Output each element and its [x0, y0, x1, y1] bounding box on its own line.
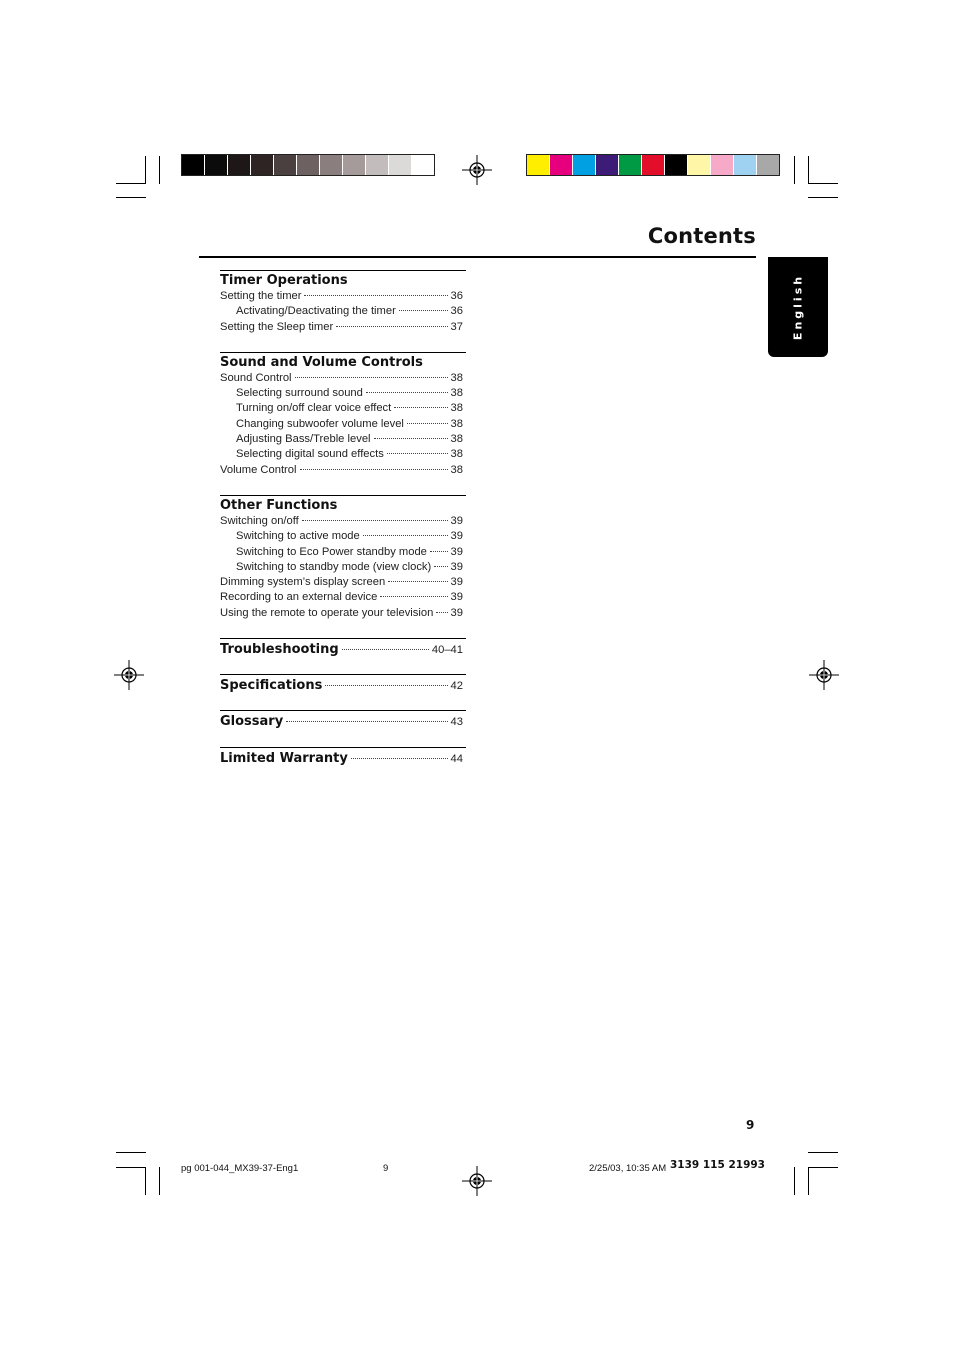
- leader-dots: [436, 612, 447, 613]
- leader-dots: [302, 520, 448, 521]
- leader-dots: [336, 326, 447, 327]
- table-of-contents: [220, 270, 466, 771]
- toc-entry-page: 39: [450, 530, 463, 543]
- leader-dots: [399, 310, 448, 311]
- toc-main-page: 42: [450, 680, 463, 693]
- leader-dots: [351, 758, 448, 759]
- color-swatch: [711, 155, 733, 175]
- registration-mark-icon: [114, 660, 144, 690]
- toc-entries: [220, 289, 466, 335]
- toc-entry[interactable]: [220, 289, 466, 304]
- leader-dots: [325, 685, 447, 686]
- leader-dots: [388, 581, 447, 582]
- toc-entry-label: Switching to standby mode (view clock): [236, 560, 432, 573]
- color-swatch: [205, 155, 227, 175]
- leader-dots: [430, 551, 448, 552]
- color-swatch: [573, 155, 595, 175]
- toc-entry-page: 39: [450, 545, 463, 558]
- toc-entry[interactable]: [220, 590, 466, 605]
- toc-entry-label: Switching on/off: [220, 514, 299, 527]
- color-swatch: [366, 155, 388, 175]
- toc-entry-label: Sound Control: [220, 371, 292, 384]
- color-swatch: [228, 155, 250, 175]
- page-number: 9: [746, 1118, 755, 1132]
- toc-entry[interactable]: [220, 386, 466, 401]
- toc-main-page: 40–41: [431, 644, 463, 657]
- leader-dots: [363, 535, 448, 536]
- footer-page: 9: [383, 1163, 389, 1174]
- toc-section-sound: [220, 352, 466, 478]
- leader-dots: [380, 596, 447, 597]
- toc-entry-page: 38: [450, 463, 463, 476]
- toc-entry-page: 38: [450, 371, 463, 384]
- toc-entry[interactable]: [220, 514, 466, 529]
- toc-entry-page: 38: [450, 402, 463, 415]
- toc-section-title: Timer Operations: [220, 273, 348, 288]
- leader-dots: [295, 377, 448, 378]
- leader-dots: [342, 649, 429, 650]
- grayscale-bar: [181, 154, 435, 176]
- header-rule: [199, 256, 756, 258]
- toc-entry-page: 36: [450, 305, 463, 318]
- language-tab-label: English: [791, 273, 805, 341]
- toc-main-label: Specifications: [220, 678, 323, 694]
- color-swatch: [251, 155, 273, 175]
- leader-dots: [374, 438, 448, 439]
- color-swatch: [619, 155, 641, 175]
- footer-code: 3139 115 21993: [670, 1159, 765, 1171]
- color-swatch: [734, 155, 756, 175]
- color-bar: [526, 154, 780, 176]
- toc-entry-label: Activating/Deactivating the timer: [236, 305, 396, 318]
- toc-entry-label: Switching to Eco Power standby mode: [236, 545, 427, 558]
- color-swatch: [688, 155, 710, 175]
- leader-dots: [300, 469, 448, 470]
- toc-entry-page: 38: [450, 448, 463, 461]
- color-swatch: [596, 155, 618, 175]
- toc-entry[interactable]: [220, 447, 466, 462]
- toc-main-label: Limited Warranty: [220, 751, 348, 767]
- leader-dots: [407, 423, 448, 424]
- toc-entry-label: Volume Control: [220, 463, 297, 476]
- toc-entry-label: Turning on/off clear voice effect: [236, 402, 392, 415]
- toc-section-title: Sound and Volume Controls: [220, 354, 423, 370]
- color-swatch: [297, 155, 319, 175]
- toc-entry-page: 39: [450, 560, 463, 573]
- toc-entry[interactable]: [220, 529, 466, 544]
- toc-entry-label: Setting the timer: [220, 290, 302, 302]
- language-tab: [768, 257, 828, 357]
- toc-entry-page: 39: [450, 591, 463, 604]
- toc-main-page: 44: [450, 753, 463, 766]
- leader-dots: [304, 295, 447, 296]
- color-swatch: [665, 155, 687, 175]
- toc-entry[interactable]: [220, 560, 466, 575]
- footer-date: 2/25/03, 10:35 AM: [589, 1163, 667, 1174]
- toc-entry-page: 39: [450, 606, 463, 619]
- toc-entries: [220, 371, 466, 478]
- toc-entry[interactable]: [220, 304, 466, 319]
- leader-dots: [366, 392, 448, 393]
- toc-entry[interactable]: [220, 371, 466, 386]
- toc-entry-label: Switching to active mode: [236, 530, 360, 543]
- leader-dots: [286, 721, 447, 722]
- leader-dots: [387, 453, 448, 454]
- toc-entry-label: Recording to an external device: [220, 591, 378, 604]
- color-swatch: [320, 155, 342, 175]
- toc-main-glossary[interactable]: [220, 710, 466, 734]
- toc-entry[interactable]: [220, 401, 466, 416]
- color-swatch: [389, 155, 411, 175]
- toc-entry[interactable]: [220, 545, 466, 560]
- color-swatch: [550, 155, 572, 175]
- toc-entry-page: 39: [450, 514, 463, 527]
- toc-entry[interactable]: [220, 320, 466, 335]
- toc-main-label: Glossary: [220, 714, 284, 730]
- toc-entry[interactable]: [220, 463, 466, 478]
- toc-entry-page: 38: [450, 387, 463, 400]
- toc-entry-label: Using the remote to operate your television: [220, 606, 434, 619]
- toc-main-label: Troubleshooting: [220, 642, 339, 658]
- toc-entry-page: 39: [450, 576, 463, 589]
- color-swatch: [527, 155, 549, 175]
- toc-entries: [220, 514, 466, 621]
- toc-main-page: 43: [450, 716, 463, 729]
- toc-entry[interactable]: [220, 432, 466, 447]
- registration-mark-icon: [462, 155, 492, 185]
- toc-section-timer: [220, 270, 466, 335]
- toc-entry-page: 38: [450, 433, 463, 446]
- leader-dots: [434, 566, 447, 567]
- color-swatch: [757, 155, 779, 175]
- toc-entry-page: 37: [450, 320, 463, 333]
- toc-entry-label: Selecting surround sound: [236, 387, 363, 400]
- color-swatch: [642, 155, 664, 175]
- leader-dots: [394, 407, 447, 408]
- color-swatch: [182, 155, 204, 175]
- toc-main-warranty[interactable]: [220, 747, 466, 771]
- toc-entry-label: Changing subwoofer volume level: [236, 417, 404, 430]
- toc-section-other: [220, 495, 466, 621]
- toc-main-specifications[interactable]: [220, 674, 466, 698]
- toc-entry-label: Selecting digital sound effects: [236, 448, 384, 461]
- color-swatch: [412, 155, 434, 175]
- toc-entry[interactable]: [220, 606, 466, 621]
- toc-entry[interactable]: [220, 417, 466, 432]
- toc-entry-label: Adjusting Bass/Treble level: [236, 433, 371, 446]
- registration-mark-icon: [809, 660, 839, 690]
- page-title: Contents: [647, 224, 756, 248]
- color-swatch: [274, 155, 296, 175]
- toc-entry-page: 38: [450, 417, 463, 430]
- toc-entry[interactable]: [220, 575, 466, 590]
- toc-section-title: Other Functions: [220, 497, 338, 513]
- registration-mark-icon: [462, 1166, 492, 1196]
- toc-entry-label: Setting the Sleep timer: [220, 320, 334, 333]
- color-swatch: [343, 155, 365, 175]
- toc-main-troubleshooting[interactable]: [220, 638, 466, 662]
- toc-entry-page: 36: [450, 290, 463, 302]
- footer-file: pg 001-044_MX39-37-Eng1: [181, 1163, 299, 1174]
- toc-entry-label: Dimming system’s display screen: [220, 576, 386, 589]
